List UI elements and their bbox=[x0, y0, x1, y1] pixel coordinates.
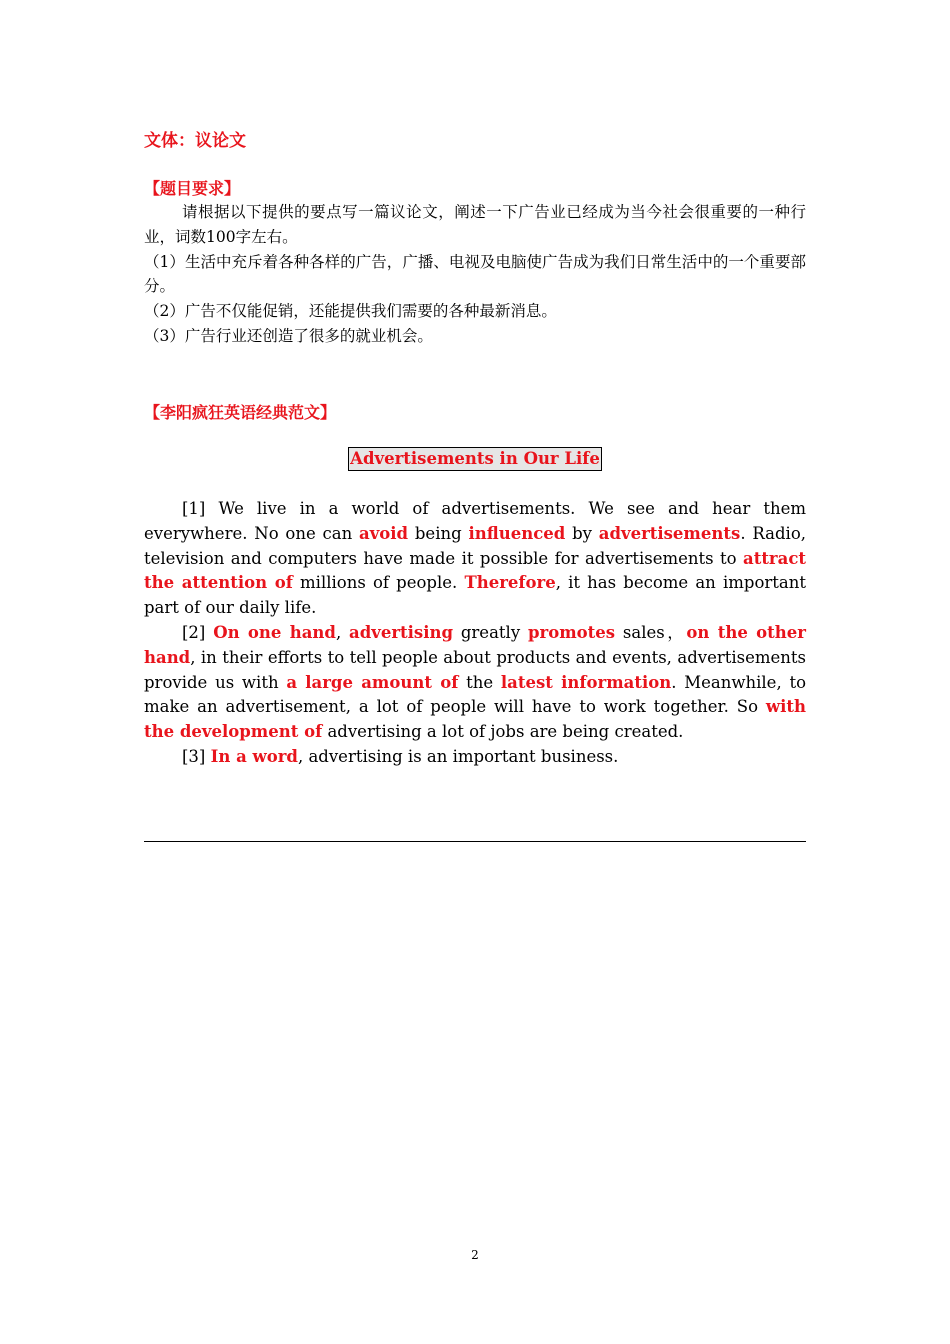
essay-text: by bbox=[565, 523, 599, 543]
key-phrase: attract the attention of bbox=[144, 548, 806, 593]
essay-title-wrap bbox=[144, 447, 806, 471]
key-phrase: influenced bbox=[468, 523, 566, 543]
key-phrase: In a word bbox=[210, 746, 298, 766]
essay-text: [2] bbox=[182, 622, 214, 642]
key-phrase: advertising bbox=[349, 622, 454, 642]
key-phrase: latest information bbox=[500, 672, 672, 692]
essay-body bbox=[144, 497, 806, 770]
essay-paragraph bbox=[144, 745, 806, 770]
essay-text: , advertising is an important business. bbox=[297, 746, 619, 766]
requirement-body bbox=[144, 200, 806, 349]
essay-text: , it has become an important part of our daily life. bbox=[144, 573, 806, 618]
essay-text: sales， bbox=[615, 622, 687, 642]
essay-text: the bbox=[458, 672, 501, 692]
divider-line bbox=[144, 841, 806, 842]
key-phrase: On one hand bbox=[213, 622, 336, 642]
key-phrase: avoid bbox=[359, 523, 409, 543]
requirement-heading: 【题目要求】 bbox=[144, 179, 241, 198]
key-phrase: advertisements bbox=[598, 523, 741, 543]
essay-text: advertising a lot of jobs are being created. bbox=[322, 722, 684, 742]
essay-text: , in their efforts to tell people about products and events, advertisements provide us with bbox=[144, 647, 806, 692]
key-phrase: Therefore bbox=[464, 573, 556, 593]
key-phrase: promotes bbox=[527, 622, 616, 642]
essay-text: . Meanwhile, to make an advertisement, a lot of people will have to work together. So bbox=[144, 672, 807, 717]
key-phrase: with the development of bbox=[144, 697, 806, 742]
essay-text: greatly bbox=[453, 622, 528, 642]
essay-title: Advertisements in Our Life bbox=[348, 447, 602, 471]
genre-label: 文体：议论文 bbox=[144, 131, 246, 151]
requirement-point: （3）广告行业还创造了很多的就业机会。 bbox=[144, 326, 433, 345]
requirement-point: （2）广告不仅能促销，还能提供我们需要的各种最新消息。 bbox=[144, 302, 557, 321]
key-phrase: a large amount of bbox=[286, 672, 459, 692]
key-phrase: on the other hand bbox=[144, 622, 806, 667]
requirement-intro: 请根据以下提供的要点写一篇议论文，阐述一下广告业已经成为当今社会很重要的一种行业，词数100字左右。 bbox=[144, 203, 806, 246]
model-essay-heading: 【李阳疯狂英语经典范文】 bbox=[144, 403, 337, 422]
essay-paragraph bbox=[144, 621, 806, 745]
essay-text: millions of people. bbox=[292, 573, 465, 593]
essay-text: [1] We live in a world of advertisements. We see and hear them everywhere. No one can bbox=[144, 499, 806, 543]
essay-paragraph bbox=[144, 497, 806, 621]
essay-text: . Radio, television and computers have made it possible for advertisements to bbox=[144, 523, 806, 568]
essay-text: , bbox=[335, 622, 350, 642]
requirement-point: （1）生活中充斥着各种各样的广告，广播、电视及电脑使广告成为我们日常生活中的一个重要部分。 bbox=[144, 252, 806, 296]
page-number: 2 bbox=[471, 1248, 479, 1262]
essay-text: being bbox=[408, 523, 469, 543]
essay-text: [3] bbox=[182, 746, 211, 766]
